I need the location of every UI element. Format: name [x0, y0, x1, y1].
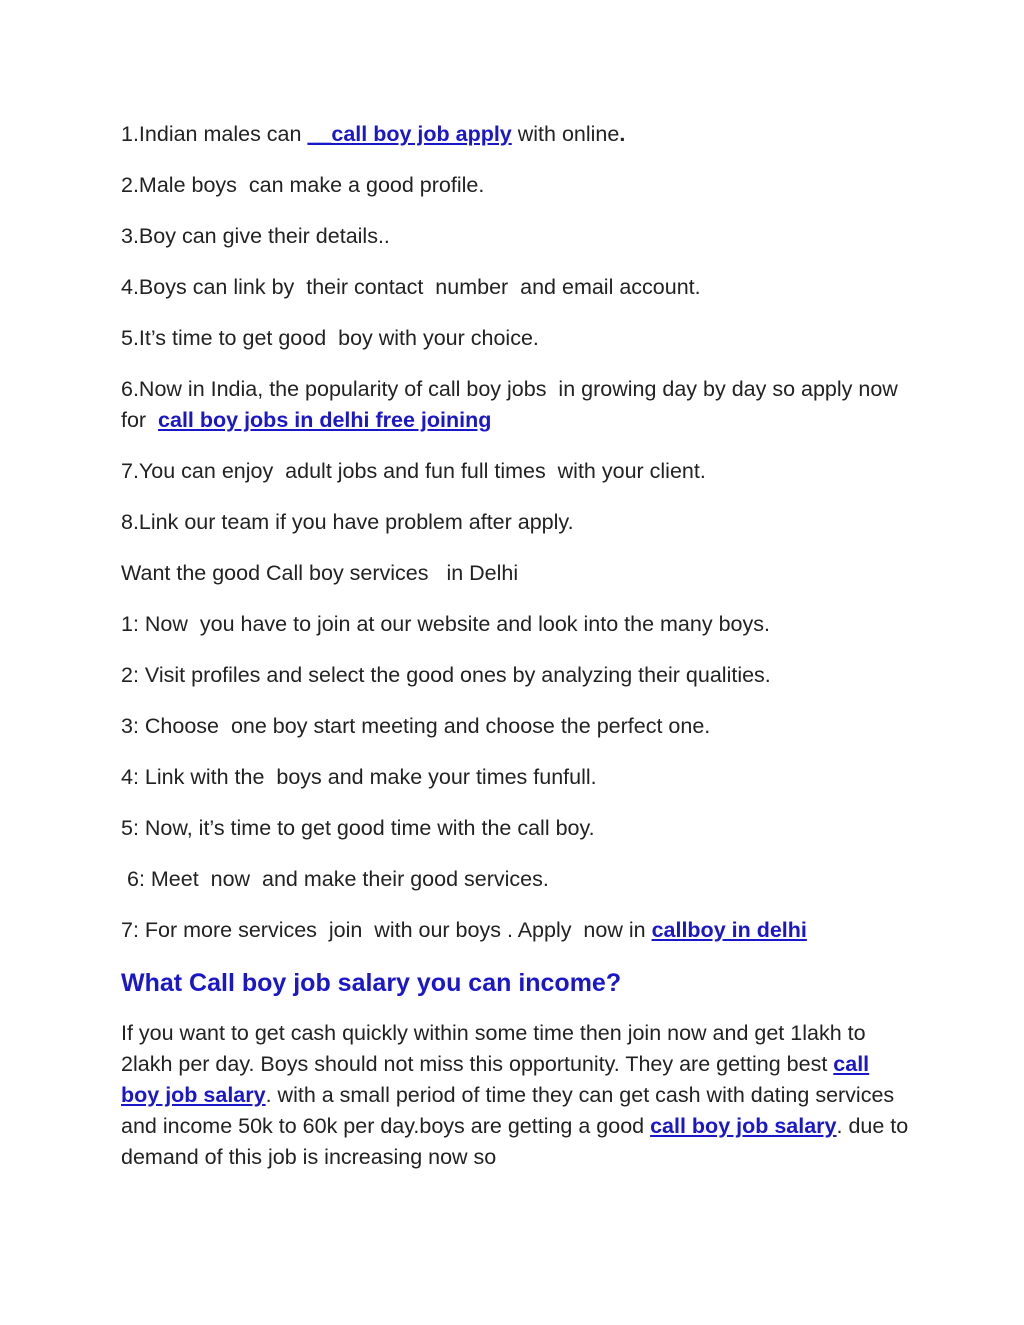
call-boy-job-salary-link-2[interactable]: call boy job salary: [650, 1114, 837, 1138]
list2-item6: 6: Meet now and make their good services.: [121, 867, 549, 891]
call-boy-job-apply-link[interactable]: __call boy job apply: [307, 122, 512, 146]
list1-item5: 5.It’s time to get good boy with your choice.: [121, 326, 539, 350]
list1-item1-end: .: [619, 122, 626, 146]
list1-item3: 3.Boy can give their details..: [121, 224, 390, 248]
list1-item6-text: 6.Now in India, the popularity of call boy jobs in growing day by day so apply now for: [121, 377, 904, 432]
subheading: Want the good Call boy services in Delhi: [121, 561, 519, 585]
salary-paragraph: [121, 1018, 911, 1173]
salary-text-3: . due to demand of this job is increasing now so: [121, 1114, 909, 1169]
call-boy-jobs-delhi-link[interactable]: call boy jobs in delhi free joining: [158, 408, 492, 432]
list2-item7-text: 7: For more services join with our boys . Apply now in: [121, 918, 652, 942]
list2-item5: 5: Now, it’s time to get good time with the call boy.: [121, 816, 595, 840]
list2-item4: 4: Link with the boys and make your times funfull.: [121, 765, 597, 789]
list1-item2: 2.Male boys can make a good profile.: [121, 173, 485, 197]
list1-item1: [121, 119, 911, 150]
list2-item2: 2: Visit profiles and select the good ones by analyzing their qualities.: [121, 663, 771, 687]
list1-item8: 8.Link our team if you have problem after apply.: [121, 510, 574, 534]
list2-item7: [121, 915, 911, 946]
salary-text-1: If you want to get cash quickly within some time then join now and get 1lakh to 2lakh per day. Boys should not miss this opportunity. They are getting best: [121, 1021, 866, 1076]
list1-item6: [121, 374, 911, 436]
list1-item1-text: 1.Indian males can: [121, 122, 308, 146]
callboy-in-delhi-link[interactable]: callboy in delhi: [651, 918, 807, 942]
list2-item3: 3: Choose one boy start meeting and choose the perfect one.: [121, 714, 711, 738]
list1-item7: 7.You can enjoy adult jobs and fun full times with your client.: [121, 459, 706, 483]
list1-item4: 4.Boys can link by their contact number and email account.: [121, 275, 701, 299]
document-page: [121, 119, 911, 1173]
list1-item1-suffix: with online: [511, 122, 620, 146]
section-heading: What Call boy job salary you can income?: [121, 969, 622, 997]
salary-text-2: . with a small period of time they can get cash with dating services and income 50k to 60k per day.boys are getting a good: [121, 1083, 895, 1138]
list2-item1: 1: Now you have to join at our website and look into the many boys.: [121, 612, 770, 636]
call-boy-job-salary-link-1[interactable]: call boy job salary: [121, 1052, 870, 1107]
